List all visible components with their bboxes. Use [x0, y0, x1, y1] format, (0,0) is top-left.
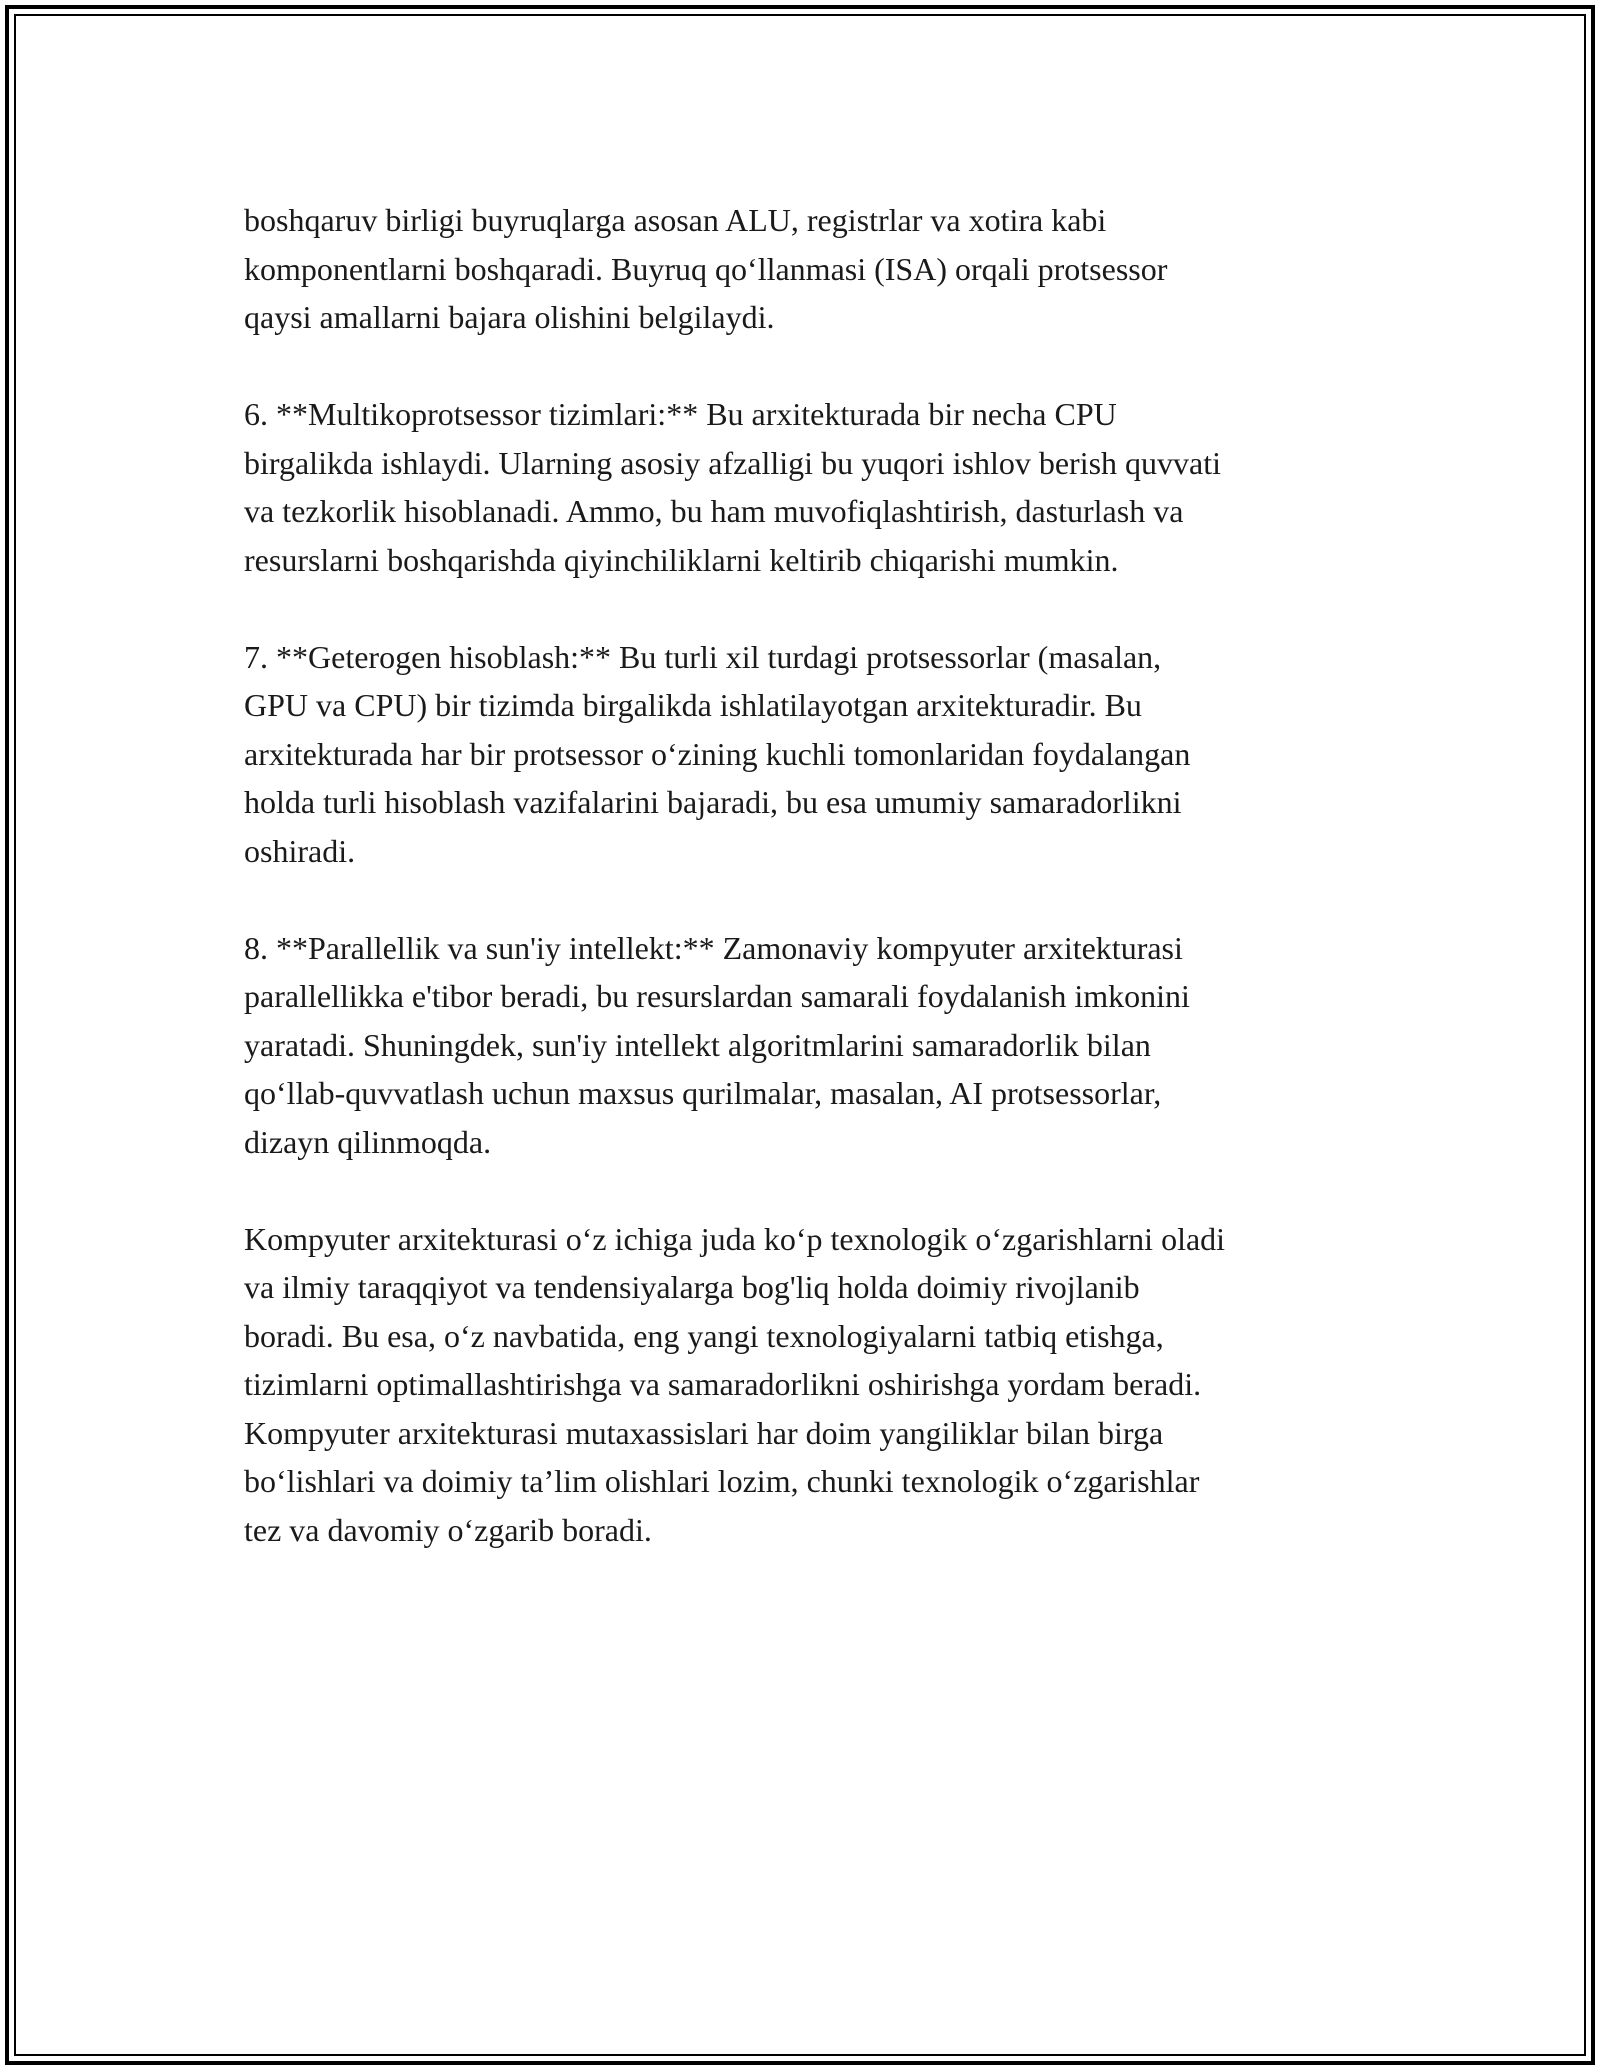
paragraph-parallelism-ai — [244, 924, 1374, 1167]
text-line: arxitekturada har bir protsessor o‘zining kuchli tomonlaridan foydalangan — [244, 735, 1191, 772]
paragraph-heterogeneous-computing — [244, 633, 1374, 876]
text-line: oshiradi. — [244, 832, 356, 869]
text-line: birgalikda ishlaydi. Ularning asosiy afzalligi bu yuqori ishlov berish quvvati — [244, 444, 1222, 481]
text-line: va ilmiy taraqqiyot va tendensiyalarga bog'liq holda doimiy rivojlanib — [244, 1269, 1140, 1305]
text-line: resurslarni boshqarishda qiyinchiliklarni keltirib chiqarishi mumkin. — [244, 541, 1119, 578]
text-line: 7. **Geterogen hisoblash:** Bu turli xil turdagi protsessorlar (masalan, — [244, 638, 1162, 675]
paragraph-conclusion — [244, 1215, 1374, 1555]
text-line: boshqaruv birligi buyruqlarga asosan ALU, registrlar va xotira kabi — [244, 202, 1107, 238]
text-line: bo‘lishlari va doimiy ta’lim olishlari lozim, chunki texnologik o‘zgarishlar — [244, 1463, 1200, 1499]
paragraph-control-unit — [244, 196, 1374, 342]
document-body — [244, 196, 1374, 1603]
text-line: qaysi amallarni bajara olishini belgilaydi. — [244, 299, 775, 335]
text-line: 6. **Multikoprotsessor tizimlari:** Bu arxitekturada bir necha CPU — [244, 396, 1117, 432]
text-line: boradi. Bu esa, o‘z navbatida, eng yangi texnologiyalarni tatbiq etishga, — [244, 1317, 1164, 1354]
text-line: Kompyuter arxitekturasi o‘z ichiga juda ko‘p texnologik o‘zgarishlarni oladi — [244, 1220, 1226, 1257]
text-line: 8. **Parallellik va sun'iy intellekt:** Zamonaviy kompyuter arxitekturasi — [244, 929, 1183, 966]
text-line: komponentlarni boshqaradi. Buyruq qo‘llanmasi (ISA) orqali protsessor — [244, 250, 1168, 287]
text-line: holda turli hisoblash vazifalarini bajaradi, bu esa umumiy samaradorlikni — [244, 784, 1182, 820]
text-line: Kompyuter arxitekturasi mutaxassislari har doim yangiliklar bilan birga — [244, 1414, 1164, 1451]
text-line: va tezkorlik hisoblanadi. Ammo, bu ham muvofiqlashtirish, dasturlash va — [244, 493, 1184, 529]
page-frame — [5, 5, 1595, 2065]
text-line: tizimlarni optimallashtirishga va samaradorlikni oshirishga yordam beradi. — [244, 1366, 1202, 1402]
text-line: yaratadi. Shuningdek, sun'iy intellekt algoritmlarini samaradorlik bilan — [244, 1026, 1151, 1063]
text-line: qo‘llab-quvvatlash uchun maxsus qurilmalar, masalan, AI protsessorlar, — [244, 1075, 1162, 1111]
text-line: parallellikka e'tibor beradi, bu resurslardan samarali foydalanish imkonini — [244, 978, 1190, 1014]
text-line: GPU va CPU) bir tizimda birgalikda ishlatilayotgan arxitekturadir. Bu — [244, 687, 1142, 723]
text-line: dizayn qilinmoqda. — [244, 1123, 492, 1160]
paragraph-multiprocessor-systems — [244, 390, 1374, 584]
text-line: tez va davomiy o‘zgarib boradi. — [244, 1511, 652, 1548]
